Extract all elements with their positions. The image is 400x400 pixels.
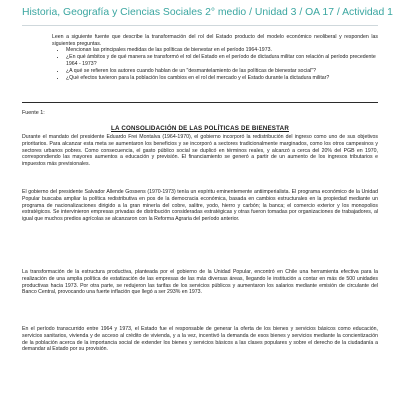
- body-paragraph: La transformación de la estructura productiva, planteada por el gobierno de la Unidad Popular, encontró en Chile una herramienta efectiva para la realización de una amplia política de estatización de las empresas de las más diversas áreas, llegando le institución a contar en más de 500 unidades productivas hacia 1973. Por otra parte, se redujeron las tarifas de los servicios públicos y aumentaron los salarios mediante emisión de circulante del Banco Central, provocando una fuerte inflación que llegó a ser 293% en 1973.: [22, 269, 378, 296]
- body-paragraph: El gobierno del presidente Salvador Allende Gossens (1970-1973) tenía un espíritu eminentemente antiimperialista. El programa económico de la Unidad Popular buscaba ampliar la política redistributiva en pos de la democracia económica, basada en cambios estructurales en la propiedad mediante un programa de nacionalizaciones dirigido a la gran minería del cobre, salitre, yodo, hierro y carbón; la banca; el comercio exterior y los monopolios estratégicos. Se intervinieron empresas privadas de distribución consideradas estratégicas y otras fueron tomadas por organizaciones de trabajadores, al igual que muchos predios agrícolas se alcanzaron con la Reforma Agraria del período anterior.: [22, 189, 378, 222]
- body-paragraph: En el período transcurrido entre 1964 y 1973, el Estado fue el responsable de generar la oferta de los bienes y servicios básicos como educación, servicios sanitarios, vivienda y de acceso al crédito de vivienda, y a la vez, incentivó la demanda de esos bienes y servicios mediante la concientización de la población acerca de la importancia social de extender los bienes y servicios básicos a las clases populares y sobre el derecho de la ciudadanía a demandar al Estado por su provisión.: [22, 326, 378, 353]
- instruction-text: Leen a siguiente fuente que describe la transformación del rol del Estado producto del modelo económico neoliberal y responden las siguientes preguntas.: [52, 34, 378, 47]
- question-item: • ¿En qué ámbitos y de qué manera se transformó el rol del Estado en el período de dictadura militar con relación al período precedente 1964 - 1973?: [66, 54, 386, 68]
- question-item: • ¿A qué se refieren los autores cuando hablan de un "desmantelamiento de las políticas de bienestar social"?: [66, 68, 386, 75]
- question-item: • Mencionan las principales medidas de las políticas de bienestar en el período 1964-1973.: [66, 47, 386, 54]
- question-item: • ¿Qué efectos tuvieron para la población los cambios en el rol del mercado y el Estado durante la dictadura militar?: [66, 75, 386, 82]
- question-box-divider: [22, 102, 378, 103]
- section-heading: LA CONSOLIDACIÓN DE LAS POLÍTICAS DE BIENESTAR: [111, 125, 289, 132]
- question-list: [58, 47, 386, 82]
- page-title: Historia, Geografía y Ciencias Sociales 2° medio / Unidad 3 / OA 17 / Actividad 1: [22, 7, 393, 18]
- source-label: Fuente 1:: [22, 110, 45, 116]
- body-paragraph: Durante el mandato del presidente Eduardo Frei Montalva (1964-1970), el gobierno incorporó la redistribución del ingreso como uno de sus objetivos prioritarios. Para alcanzar esta meta se aumentaron los beneficios y se incorporó a sectores tradicionalmente marginados, como los otros campesinos y sectores urbanos pobres. Como consecuencia, el gasto público social se duplicó en términos reales, y alcanzó a cerca del 20% del PGB en 1970, correspondiendo las mayores aumentos a educación y previsión. El financiamiento se generó a partir de un aumento de los ingresos tributarios e impuestos más previsionales.: [22, 134, 378, 167]
- title-divider: [22, 25, 378, 26]
